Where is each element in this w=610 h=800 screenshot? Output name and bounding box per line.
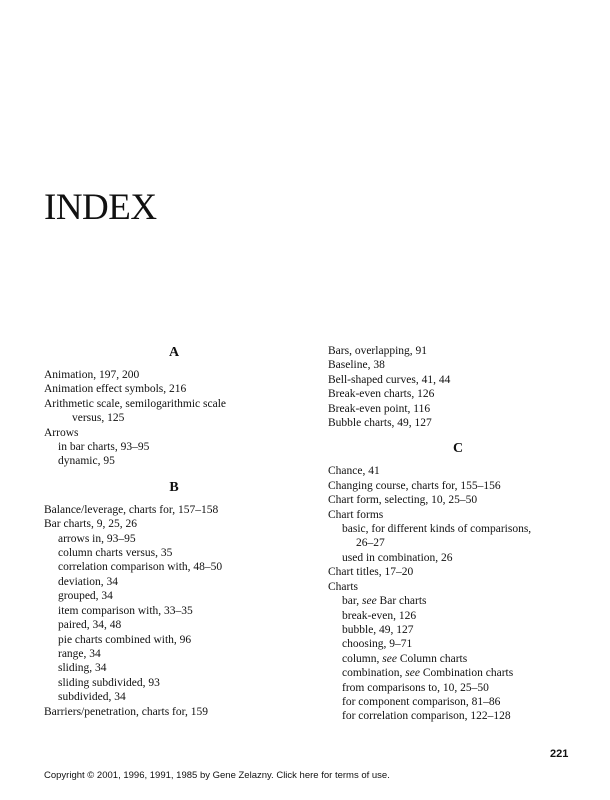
index-subentry: used in combination, 26 <box>342 551 453 564</box>
index-subentry: column, see Column charts <box>342 652 468 665</box>
index-entry: Chance, 41 <box>328 465 380 478</box>
index-subentry: grouped, 34 <box>58 590 113 603</box>
index-subentry: paired, 34, 48 <box>58 619 122 632</box>
index-subentry: sliding subdivided, 93 <box>58 676 160 689</box>
index-entry: Changing course, charts for, 155–156 <box>328 479 501 492</box>
page-number: 221 <box>550 748 569 760</box>
index-subentry: pie charts combined with, 96 <box>58 633 192 646</box>
index-subentry: sliding, 34 <box>58 662 107 675</box>
index-entry: Animation effect symbols, 216 <box>44 383 187 396</box>
index-entry: Chart form, selecting, 10, 25–50 <box>328 494 478 507</box>
index-subentry: for correlation comparison, 122–128 <box>342 710 511 723</box>
index-subentry: choosing, 9–71 <box>342 638 413 651</box>
index-entry: Baseline, 38 <box>328 359 385 372</box>
section-letter-c: C <box>452 441 464 457</box>
index-entry: Arrows <box>44 426 79 439</box>
index-subentry: versus, 125 <box>72 412 125 425</box>
index-entry: Charts <box>328 580 359 593</box>
index-column-left <box>44 344 304 719</box>
index-subentry: bubble, 49, 127 <box>342 623 414 636</box>
index-subentry: dynamic, 95 <box>58 455 115 468</box>
index-entry: Bar charts, 9, 25, 26 <box>44 518 137 531</box>
index-subentry: range, 34 <box>58 647 101 660</box>
section-letter-a: A <box>168 345 180 360</box>
page-title: INDEX <box>44 187 157 228</box>
index-subentry: 26–27 <box>356 537 385 550</box>
index-entry: Break-even point, 116 <box>328 402 431 415</box>
index-subentry: column charts versus, 35 <box>58 547 173 560</box>
index-subentry: break-even, 126 <box>342 609 417 622</box>
index-subentry: bar, see Bar charts <box>342 595 427 608</box>
index-entry: Chart titles, 17–20 <box>328 566 414 579</box>
copyright-link[interactable]: Copyright © 2001, 1996, 1991, 1985 by Gene Zelazny. Click here for terms of use. <box>44 770 390 781</box>
section-letter-b: B <box>169 479 179 495</box>
index-entry: Break-even charts, 126 <box>328 388 435 401</box>
index-subentry: combination, see Combination charts <box>342 667 514 680</box>
index-entry: Chart forms <box>328 508 384 521</box>
index-entry: Barriers/penetration, charts for, 159 <box>44 705 208 718</box>
index-entry: Bars, overlapping, 91 <box>328 345 428 357</box>
index-subentry: deviation, 34 <box>58 575 119 588</box>
index-subentry: from comparisons to, 10, 25–50 <box>342 681 489 694</box>
index-subentry: correlation comparison with, 48–50 <box>58 561 223 574</box>
index-subentry: basic, for different kinds of comparisons, <box>342 523 532 536</box>
index-subentry: in bar charts, 93–95 <box>58 441 150 454</box>
index-subentry: item comparison with, 33–35 <box>58 604 193 617</box>
index-subentry: arrows in, 93–95 <box>58 532 136 545</box>
index-subentry: subdivided, 34 <box>58 691 126 704</box>
index-entry: Animation, 197, 200 <box>44 369 140 381</box>
index-entry: Balance/leverage, charts for, 157–158 <box>44 503 219 516</box>
index-entry: Bubble charts, 49, 127 <box>328 417 432 430</box>
index-column-right <box>328 344 588 724</box>
index-entry: Arithmetic scale, semilogarithmic scale <box>44 397 227 410</box>
index-subentry: for component comparison, 81–86 <box>342 695 501 708</box>
index-entry: Bell-shaped curves, 41, 44 <box>328 373 451 386</box>
